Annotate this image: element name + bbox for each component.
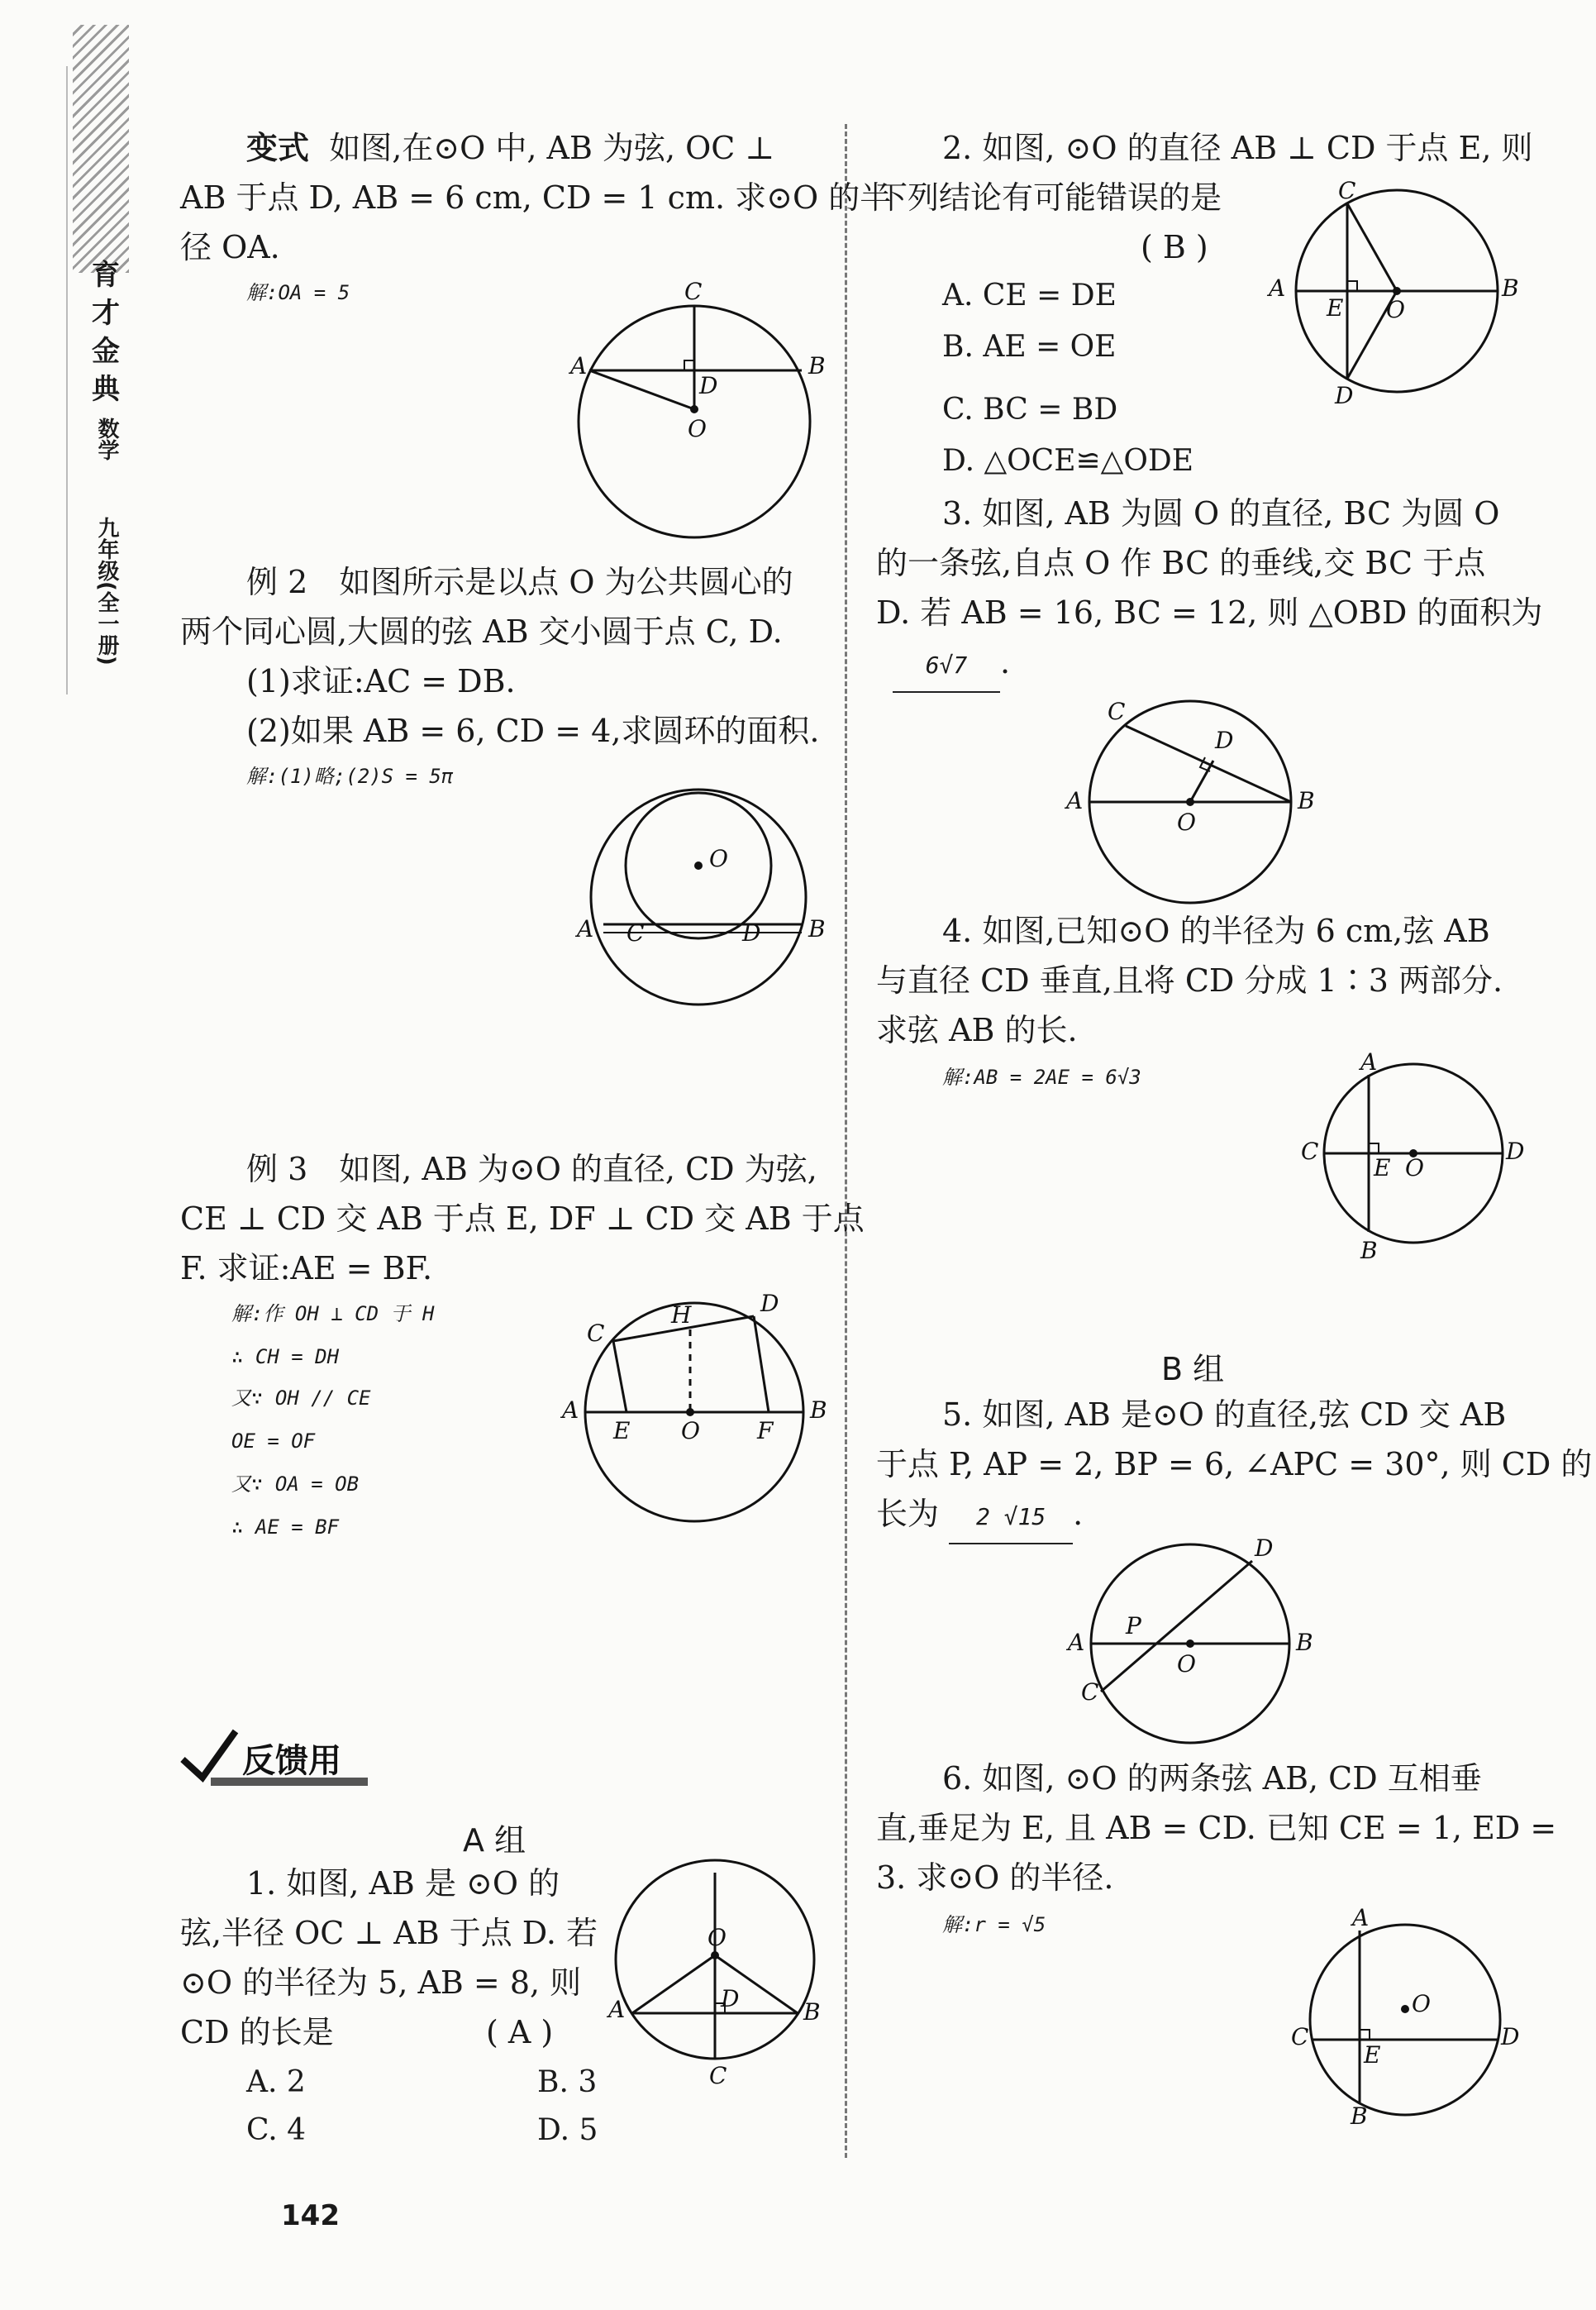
fig-label: O [681, 1417, 700, 1444]
fig-label: B [1296, 1629, 1313, 1656]
q4-line3: 求弦 AB 的长. [876, 1012, 1078, 1048]
fig-label: A [1068, 1629, 1085, 1656]
figure-ex3 [562, 1290, 835, 1530]
fig-label: F [757, 1417, 774, 1444]
q2-option: D. △OCE≌△ODE [942, 444, 1193, 478]
ex2-answer: 解:(1)略;(2)S = 5π [246, 765, 454, 788]
q2-option: C. BC = BD [942, 393, 1118, 427]
q2-line2: 下列结论有可能错误的是 [876, 179, 1222, 216]
q3-line3: D. 若 AB = 16, BC = 12, 则 △OBD 的面积为 [876, 594, 1543, 631]
fig-label: D [760, 1290, 779, 1317]
q1-option: B. 3 [537, 2065, 598, 2099]
feedback-label: 反馈用 [242, 1742, 341, 1780]
figure-variant [562, 273, 835, 554]
figure-q2 [1269, 174, 1525, 413]
fig-label: C [1301, 1138, 1319, 1165]
fig-label: E [1364, 2041, 1381, 2069]
q2-choice: ( B ) [1141, 229, 1208, 265]
q1-option: C. 4 [246, 2113, 307, 2147]
q5-answer: 2 √15 [949, 1491, 1073, 1544]
ex3-proof-line: 又∵ OH // CE [231, 1386, 371, 1410]
sidebar-hatch-decoration [73, 25, 129, 273]
fig-label: D [1335, 382, 1354, 409]
fig-label: P [1126, 1612, 1141, 1639]
fig-label: A [577, 915, 594, 943]
fig-label: B [1351, 2102, 1368, 2130]
figure-ex2 [562, 777, 843, 1017]
q5-prefix: 长为 [876, 1496, 940, 1532]
q3-answer: 6√7 [893, 640, 1000, 693]
q1-line2: 弦,半径 OC ⊥ AB 于点 D. 若 [180, 1915, 598, 1951]
fig-label: B [808, 915, 826, 943]
fig-label: H [671, 1301, 692, 1329]
fig-label: D [721, 1985, 740, 2012]
variant-text: 如图,在⊙O 中, AB 为弦, OC ⊥ [329, 130, 775, 166]
q1-choice: ( A ) [486, 2014, 554, 2050]
variant-line1 [246, 122, 774, 174]
fig-label: B [1298, 787, 1315, 814]
fig-label: C [709, 2062, 727, 2089]
q6-line1: 6. 如图, ⊙O 的两条弦 AB, CD 互相垂 [942, 1760, 1482, 1797]
fig-label: C [684, 278, 703, 305]
variant-line2: AB 于点 D, AB = 6 cm, CD = 1 cm. 求⊙O 的半 [180, 179, 892, 216]
book-title-char: 典 [92, 373, 120, 406]
ex3-proof-line: 又∵ OA = OB [231, 1472, 360, 1496]
fig-label: O [1177, 809, 1196, 836]
fig-label: A [608, 1996, 626, 2023]
fig-label: A [570, 352, 588, 379]
book-title-char: 才 [92, 297, 120, 330]
ex2-line4: (2)如果 AB = 6, CD = 4,求圆环的面积. [246, 713, 820, 749]
sidebar-rule [66, 66, 68, 694]
fig-label: C [587, 1320, 605, 1347]
fig-label: B [808, 352, 826, 379]
figure-q6 [1281, 1906, 1521, 2129]
q1-line1: 1. 如图, AB 是 ⊙O 的 [246, 1865, 560, 1902]
q6-line2: 直,垂足为 E, 且 AB = CD. 已知 CE = 1, ED = [876, 1810, 1557, 1846]
fig-label: C [1108, 698, 1126, 725]
fig-label: A [1066, 787, 1084, 814]
fig-label: D [1215, 727, 1234, 754]
fig-label: A [1360, 1048, 1378, 1076]
fig-label: C [1081, 1678, 1099, 1706]
q4-line1: 4. 如图,已知⊙O 的半径为 6 cm,弦 AB [942, 913, 1490, 949]
q3-line1: 3. 如图, AB 为圆 O 的直径, BC 为圆 O [942, 495, 1500, 532]
ex2-line2: 两个同心圆,大圆的弦 AB 交小圆于点 C, D. [180, 613, 783, 650]
fig-label: B [803, 1998, 821, 2026]
fig-label: B [810, 1396, 827, 1424]
q5-line2: 于点 P, AP = 2, BP = 6, ∠APC = 30°, 则 CD 的 [876, 1446, 1593, 1482]
fig-label: D [1255, 1534, 1274, 1562]
fig-label: E [1374, 1154, 1391, 1181]
figure-q1 [603, 1840, 835, 2089]
ex2-line3: (1)求证:AC = DB. [246, 663, 516, 699]
ex3-line1: 例 3 如图, AB 为⊙O 的直径, CD 为弦, [246, 1151, 817, 1187]
ex3-line2: CE ⊥ CD 交 AB 于点 E, DF ⊥ CD 交 AB 于点 [180, 1200, 865, 1237]
q5-line1: 5. 如图, AB 是⊙O 的直径,弦 CD 交 AB [942, 1396, 1507, 1433]
figure-q4 [1289, 1048, 1525, 1265]
fig-label: O [1412, 1990, 1431, 2017]
q2-line1: 2. 如图, ⊙O 的直径 AB ⊥ CD 于点 E, 则 [942, 130, 1533, 166]
fig-label: A [1269, 274, 1286, 302]
fig-label: O [707, 1924, 727, 1951]
fig-label: B [1502, 274, 1519, 302]
column-divider [845, 124, 847, 2158]
fig-label: C [1291, 2023, 1309, 2050]
fig-label: O [1386, 296, 1405, 323]
fig-label: E [613, 1417, 631, 1444]
feedback-badge [178, 1726, 401, 1792]
fig-label: D [1506, 1138, 1525, 1165]
fig-label: O [1405, 1154, 1424, 1181]
ex3-line3: F. 求证:AE = BF. [180, 1250, 433, 1286]
fig-label: D [742, 919, 761, 947]
ex3-proof-line: ∴ CH = DH [231, 1345, 340, 1368]
q6-line3: 3. 求⊙O 的半径. [876, 1859, 1114, 1896]
q3-line2: 的一条弦,自点 O 作 BC 的垂线,交 BC 于点 [876, 545, 1486, 581]
q3-answer-blank: 6√7 . [893, 637, 1010, 693]
fig-label: A [562, 1396, 579, 1424]
q6-answer: 解:r = √5 [942, 1913, 1046, 1936]
q4-answer: 解:AB = 2AE = 6√3 [942, 1066, 1141, 1089]
q5-line3: 长为 2 √15 . [876, 1488, 1083, 1544]
variant-line3: 径 OA. [180, 229, 280, 265]
figure-q3 [1066, 686, 1331, 926]
ex3-proof-line: ∴ AE = BF [231, 1515, 340, 1539]
book-title-char: 育 [92, 259, 120, 292]
fig-label: C [626, 919, 645, 947]
fig-label: E [1327, 294, 1344, 322]
q1-option: A. 2 [246, 2065, 306, 2099]
q4-line2: 与直径 CD 垂直,且将 CD 分成 1∶3 两部分. [876, 962, 1503, 999]
fig-label: A [1352, 1904, 1370, 1931]
variant-label: 变式 [246, 129, 310, 166]
fig-label: O [1177, 1650, 1196, 1678]
fig-label: O [688, 415, 707, 442]
fig-label: C [1338, 177, 1356, 204]
ex3-proof-line: 解:作 OH ⊥ CD 于 H [231, 1302, 435, 1325]
q1-line4: CD 的长是 [180, 2014, 334, 2050]
q2-option: A. CE = DE [942, 279, 1117, 313]
book-subject: 数学 [94, 418, 119, 461]
book-title [89, 256, 122, 408]
variant-answer: 解:OA = 5 [246, 281, 350, 304]
q1-line3: ⊙O 的半径为 5, AB = 8, 则 [180, 1964, 582, 2001]
fig-label: D [1501, 2023, 1520, 2050]
group-b-heading: B 组 [1161, 1351, 1225, 1387]
ex3-proof-line: OE = OF [231, 1429, 316, 1453]
fig-label: O [709, 845, 728, 872]
book-grade: 九年级(全一册) [94, 517, 119, 666]
fig-label: D [699, 372, 718, 399]
q2-option: B. AE = OE [942, 330, 1117, 364]
book-title-char: 金 [92, 335, 120, 368]
page-number: 142 [281, 2199, 340, 2232]
group-a-heading: A 组 [463, 1822, 526, 1859]
figure-q5 [1066, 1534, 1331, 1753]
fig-label: B [1360, 1237, 1378, 1264]
q1-option: D. 5 [537, 2113, 598, 2147]
ex2-line1: 例 2 如图所示是以点 O 为公共圆心的 [246, 564, 793, 600]
